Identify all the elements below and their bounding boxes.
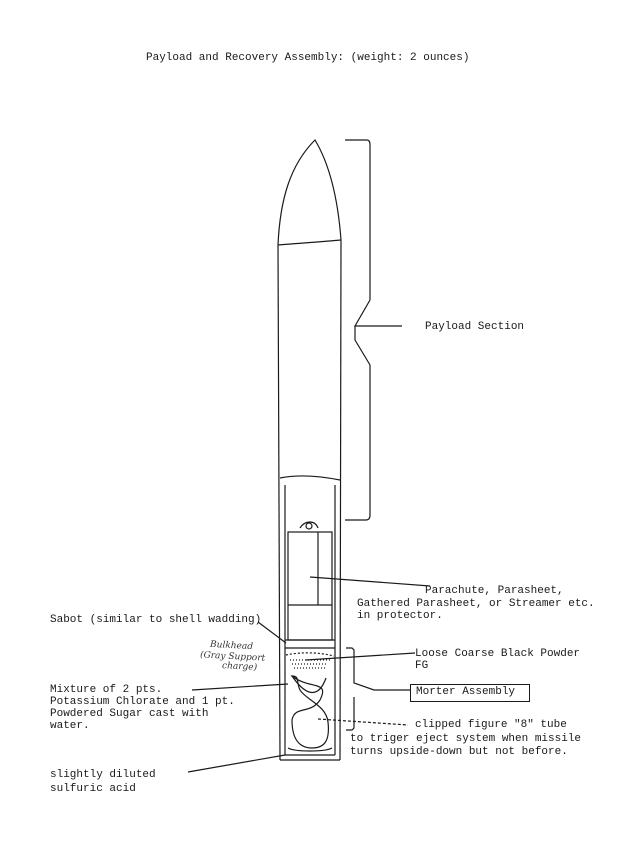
sabot-label: Sabot (similar to shell wadding) bbox=[50, 614, 262, 626]
parachute-leader bbox=[310, 577, 430, 586]
black-powder-label-line-2: FG bbox=[415, 660, 429, 672]
figure-eight-tube bbox=[292, 676, 328, 748]
mixture-leader bbox=[192, 684, 288, 690]
sabot-leader bbox=[258, 622, 286, 643]
page-title: Payload and Recovery Assembly: (weight: 2 ounces) bbox=[146, 52, 470, 64]
mixture-label-line-1: Mixture of 2 pts. bbox=[50, 684, 163, 696]
parachute-label-line-2: Gathered Parasheet, or Streamer etc. bbox=[357, 598, 595, 610]
sulfuric-acid-label-line-1: slightly diluted bbox=[50, 769, 156, 781]
parachute-label-line-1: Parachute, Parasheet, bbox=[425, 585, 564, 597]
body-left-wall bbox=[278, 245, 280, 760]
sulfuric-acid-label-line-2: sulfuric acid bbox=[50, 783, 136, 795]
figure-eight-label-line-1: clipped figure "8" tube bbox=[415, 719, 567, 731]
bulkhead bbox=[286, 653, 334, 656]
payload-bottom bbox=[280, 476, 340, 480]
parachute-protector bbox=[288, 532, 332, 640]
handwritten-note-line-2: (Gray Support bbox=[199, 650, 266, 664]
payload-section-label: Payload Section bbox=[425, 321, 525, 333]
morter-assembly-box bbox=[410, 684, 530, 702]
figure-eight-label-line-2: to triger eject system when missile bbox=[350, 733, 582, 745]
payload-brace bbox=[345, 140, 370, 300]
mixture-label-line-2: Potassium Chlorate and 1 pt. bbox=[50, 696, 235, 708]
black-powder-label-line-1: Loose Coarse Black Powder bbox=[415, 648, 581, 660]
handwritten-note-line-3: charge) bbox=[221, 661, 258, 673]
parachute-label-line-3: in protector. bbox=[357, 610, 443, 622]
mixture-label-line-4: water. bbox=[50, 720, 90, 732]
nose-base bbox=[278, 240, 341, 245]
mixture-label-line-3: Powdered Sugar cast with bbox=[50, 708, 209, 720]
figure-eight-label-line-3: turns upside-down but not before. bbox=[350, 746, 568, 758]
acid-leader bbox=[188, 755, 285, 772]
nose-cone bbox=[278, 140, 341, 245]
body-right-wall bbox=[340, 240, 341, 760]
tube-leader bbox=[318, 719, 408, 725]
handwritten-note-line-1: Bulkhead bbox=[209, 639, 254, 653]
morter-assembly-label: Morter Assembly bbox=[416, 686, 516, 698]
